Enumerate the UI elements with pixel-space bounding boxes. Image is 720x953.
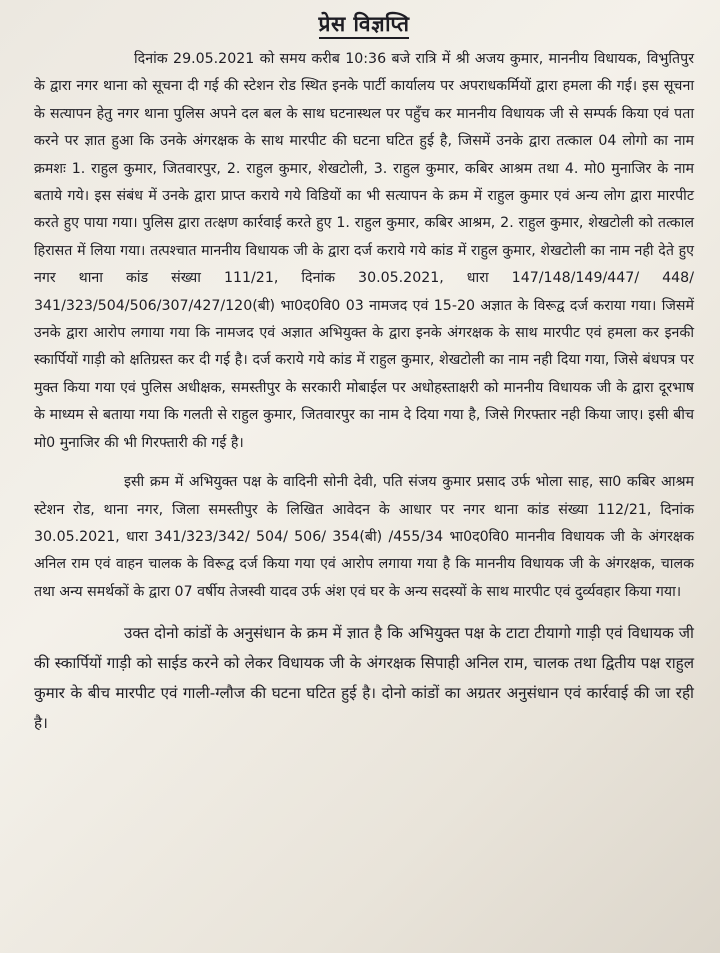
paragraph-3: उक्त दोनो कांडों के अनुसंधान के क्रम में ज्ञात है कि अभियुक्त पक्ष के टाटा टीयागो गाड़ी एवं विधायक जी की स्कार्पियों गाड़ी को साईड करने को लेकर विधायक जी के अंगरक्षक सिपाही अनिल राम, चालक तथा द्वितीय पक्ष राहुल कुमार के बीच मारपीट एवं गाली-ग्लौज की घटना घटित हुई है। दोनो कांडों का अग्रतर अनुसंधान एवं कार्रवाई की जा रही है। <box>34 624 694 733</box>
document-title-text: प्रेस विज्ञप्ति <box>319 12 410 39</box>
document-title <box>34 10 694 38</box>
paragraph-2: इसी क्रम में अभियुक्त पक्ष के वादिनी सोनी देवी, पति संजय कुमार प्रसाद उर्फ भोला साह, सा0 कबिर आश्रम स्टेशन रोड, थाना नगर, जिला समस्तीपुर के लिखित आवेदन के आधार पर नगर थाना कांड संख्या 112/21, दिनांक 30.05.2021, धारा 341/323/342/ 504/ 506/ 354(बी) /455/34 भा0द0वि0 माननीव विधायक जी के अंगरक्षक अनिल राम एवं वाहन चालक के विरूद्व दर्ज किया गया एवं आरोप लगाया गया है कि माननीय विधायक जी के अंगरक्षक, चालक तथा अन्य समर्थकों के द्वारा 07 वर्षीय तेजस्वी यादव उर्फ अंश एवं घर के अन्य सदस्यों के साथ मारपीट एवं दुर्व्यवहार किया गया। <box>34 474 694 600</box>
paragraph-1: दिनांक 29.05.2021 को समय करीब 10:36 बजे रात्रि में श्री अजय कुमार, माननीय विधायक, विभुतिपुर के द्वारा नगर थाना को सूचना दी गई की स्टेशन रोड स्थित इनके पार्टी कार्यालय पर अपराधकर्मियों द्वारा हमला की गई। इस सूचना के सत्यापन हेतु नगर थाना पुलिस अपने दल बल के साथ घटनास्थल पर पहुँच कर माननीय विधायक जी से सम्पर्क किया एवं पता करने पर ज्ञात हुआ कि उनके अंगरक्षक के साथ मारपीट की घटना घटित हुई है, जिसमें उनके द्वारा तत्काल 04 लोगो का नाम क्रमशः 1. राहुल कुमार, जितवारपुर, 2. राहुल कुमार, शेखटोली, 3. राहुल कुमार, कबिर आश्रम तथा 4. मो0 मुनाजिर के नाम बताये गये। इस संबंध में उनके द्वारा प्राप्त कराये गये विडियों का भी सत्यापन के क्रम में राहुल कुमार एवं अन्य लोग द्वारा मारपीट करते हुए पाया गया। पुलिस द्वारा तत्क्षण कार्रवाई करते हुए 1. राहुल कुमार, कबिर आश्रम, 2. राहुल कुमार, शेखटोली को तत्काल हिरासत में लिया गया। तत्पश्चात माननीय विधायक जी के द्वारा दर्ज कराये गये कांड में राहुल कुमार, शेखटोली का नाम नही देते हुए नगर थाना कांड संख्या 111/21, दिनांक 30.05.2021, धारा 147/148/149/447/ 448/ 341/323/504/506/307/427/120(बी) भा0द0वि0 03 नामजद एवं 15-20 अज्ञात के विरूद्व दर्ज कराया गया। जिसमें उनके द्वारा आरोप लगाया गया कि नामजद एवं अज्ञात अभियुक्त के द्वारा इनके अंगरक्षक के साथ मारपीट एवं हमला कर इनकी स्कार्पियों गाड़ी को क्षतिग्रस्त कर दी गई है। दर्ज कराये गये कांड में राहुल कुमार, शेखटोली का नाम नही दिया गया, जिसे बंधपत्र पर मुक्त किया गया एवं पुलिस अधीक्षक, समस्तीपुर के सरकारी मोबाईल पर अधोहस्ताक्षरी को माननीय विधायक जी के द्वारा दूरभाष के माध्यम से बताया गया कि गलती से राहुल कुमार, जितवारपुर का नाम दे दिया गया है, जिसे गिरफ्तार नही किया जाए। इसी बीच मो0 मुनाजिर की भी गिरफ्तारी की गई है। <box>34 51 694 451</box>
